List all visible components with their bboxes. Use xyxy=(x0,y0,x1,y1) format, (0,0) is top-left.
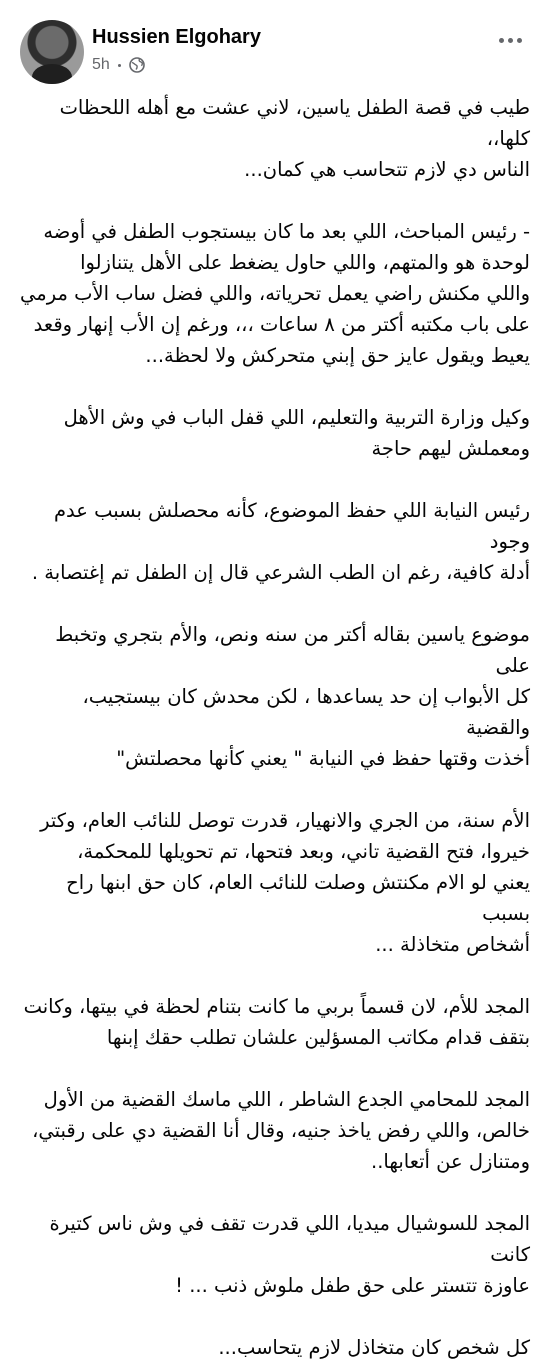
post-header xyxy=(0,0,548,95)
more-horizontal-icon[interactable] xyxy=(492,28,528,52)
post-paragraph: المجد للمحامي الجدع الشاطر ، اللي ماسك القضية من الأول خالص، واللي رفض ياخذ جنيه، وقال أنا القضية دي على رقبتي، ومتنازل عن أتعابها.. xyxy=(32,1088,530,1173)
post-paragraph: كل شخص كان متخاذل لازم يتحاسب... xyxy=(218,1336,530,1359)
post-body xyxy=(20,92,530,1363)
globe-icon[interactable] xyxy=(129,57,145,73)
separator-dot xyxy=(118,64,121,67)
post-paragraph: وكيل وزارة التربية والتعليم، اللي قفل الباب في وش الأهل ومعملش ليهم حاجة xyxy=(63,406,530,460)
post-paragraph: طيب في قصة الطفل ياسين، لاني عشت مع أهله اللحظات كلها،، الناس دي لازم تتحاسب هي كمان... xyxy=(59,96,530,181)
post-paragraph: الأم سنة، من الجري والانهيار، قدرت توصل للنائب العام، وكتر خيروا، فتح القضية تاني، وبعد فتحها، تم تحويلها للمحكمة، يعني لو الام مكنتش وصلت للنائب العام، كان حق ابنها راح بسبب أشخاص متخاذلة ... xyxy=(40,809,530,956)
post-paragraph: المجد للسوشيال ميديا، اللي قدرت تقف في وش ناس كتيرة كانت عاوزة تتستر على حق طفل ملوش ذنب ... ! xyxy=(49,1212,530,1297)
post-meta xyxy=(92,56,145,74)
avatar[interactable] xyxy=(20,20,84,84)
post-time[interactable]: 5h xyxy=(92,56,110,73)
post-paragraph: - رئيس المباحث، اللي بعد ما كان بيستجوب الطفل في أوضه لوحدة هو والمتهم، واللي حاول يضغط على الأهل يتنازلوا واللي مكنش راضي يعمل تحرياته، واللي فضل ساب الأب مرمي على باب مكتبه أكتر من ٨ ساعات ،،، ورغم إن الأب إنهار وقعد يعيط ويقول عايز حق إبني متحركش ولا لحظة... xyxy=(20,220,530,367)
post-paragraph: المجد للأم، لان قسماً بربي ما كانت بتنام لحظة في بيتها، وكانت بتقف قدام مكاتب المسؤلين علشان تطلب حقك إبنها xyxy=(23,995,530,1049)
post-paragraph: رئيس النيابة اللي حفظ الموضوع، كأنه محصلش بسبب عدم وجود أدلة كافية، رغم ان الطب الشرعي قال إن الطفل تم إغتصابة . xyxy=(31,499,530,584)
author-name[interactable]: Hussien Elgohary xyxy=(92,26,261,48)
post-paragraph: موضوع ياسين بقاله أكتر من سنه ونص، والأم بتجري وتخبط على كل الأبواب إن حد يساعدها ، لكن محدش كان بيستجيب، والقضية أخذت وقتها حفظ في النيابة " يعني كأنها محصلتش" xyxy=(55,623,530,770)
